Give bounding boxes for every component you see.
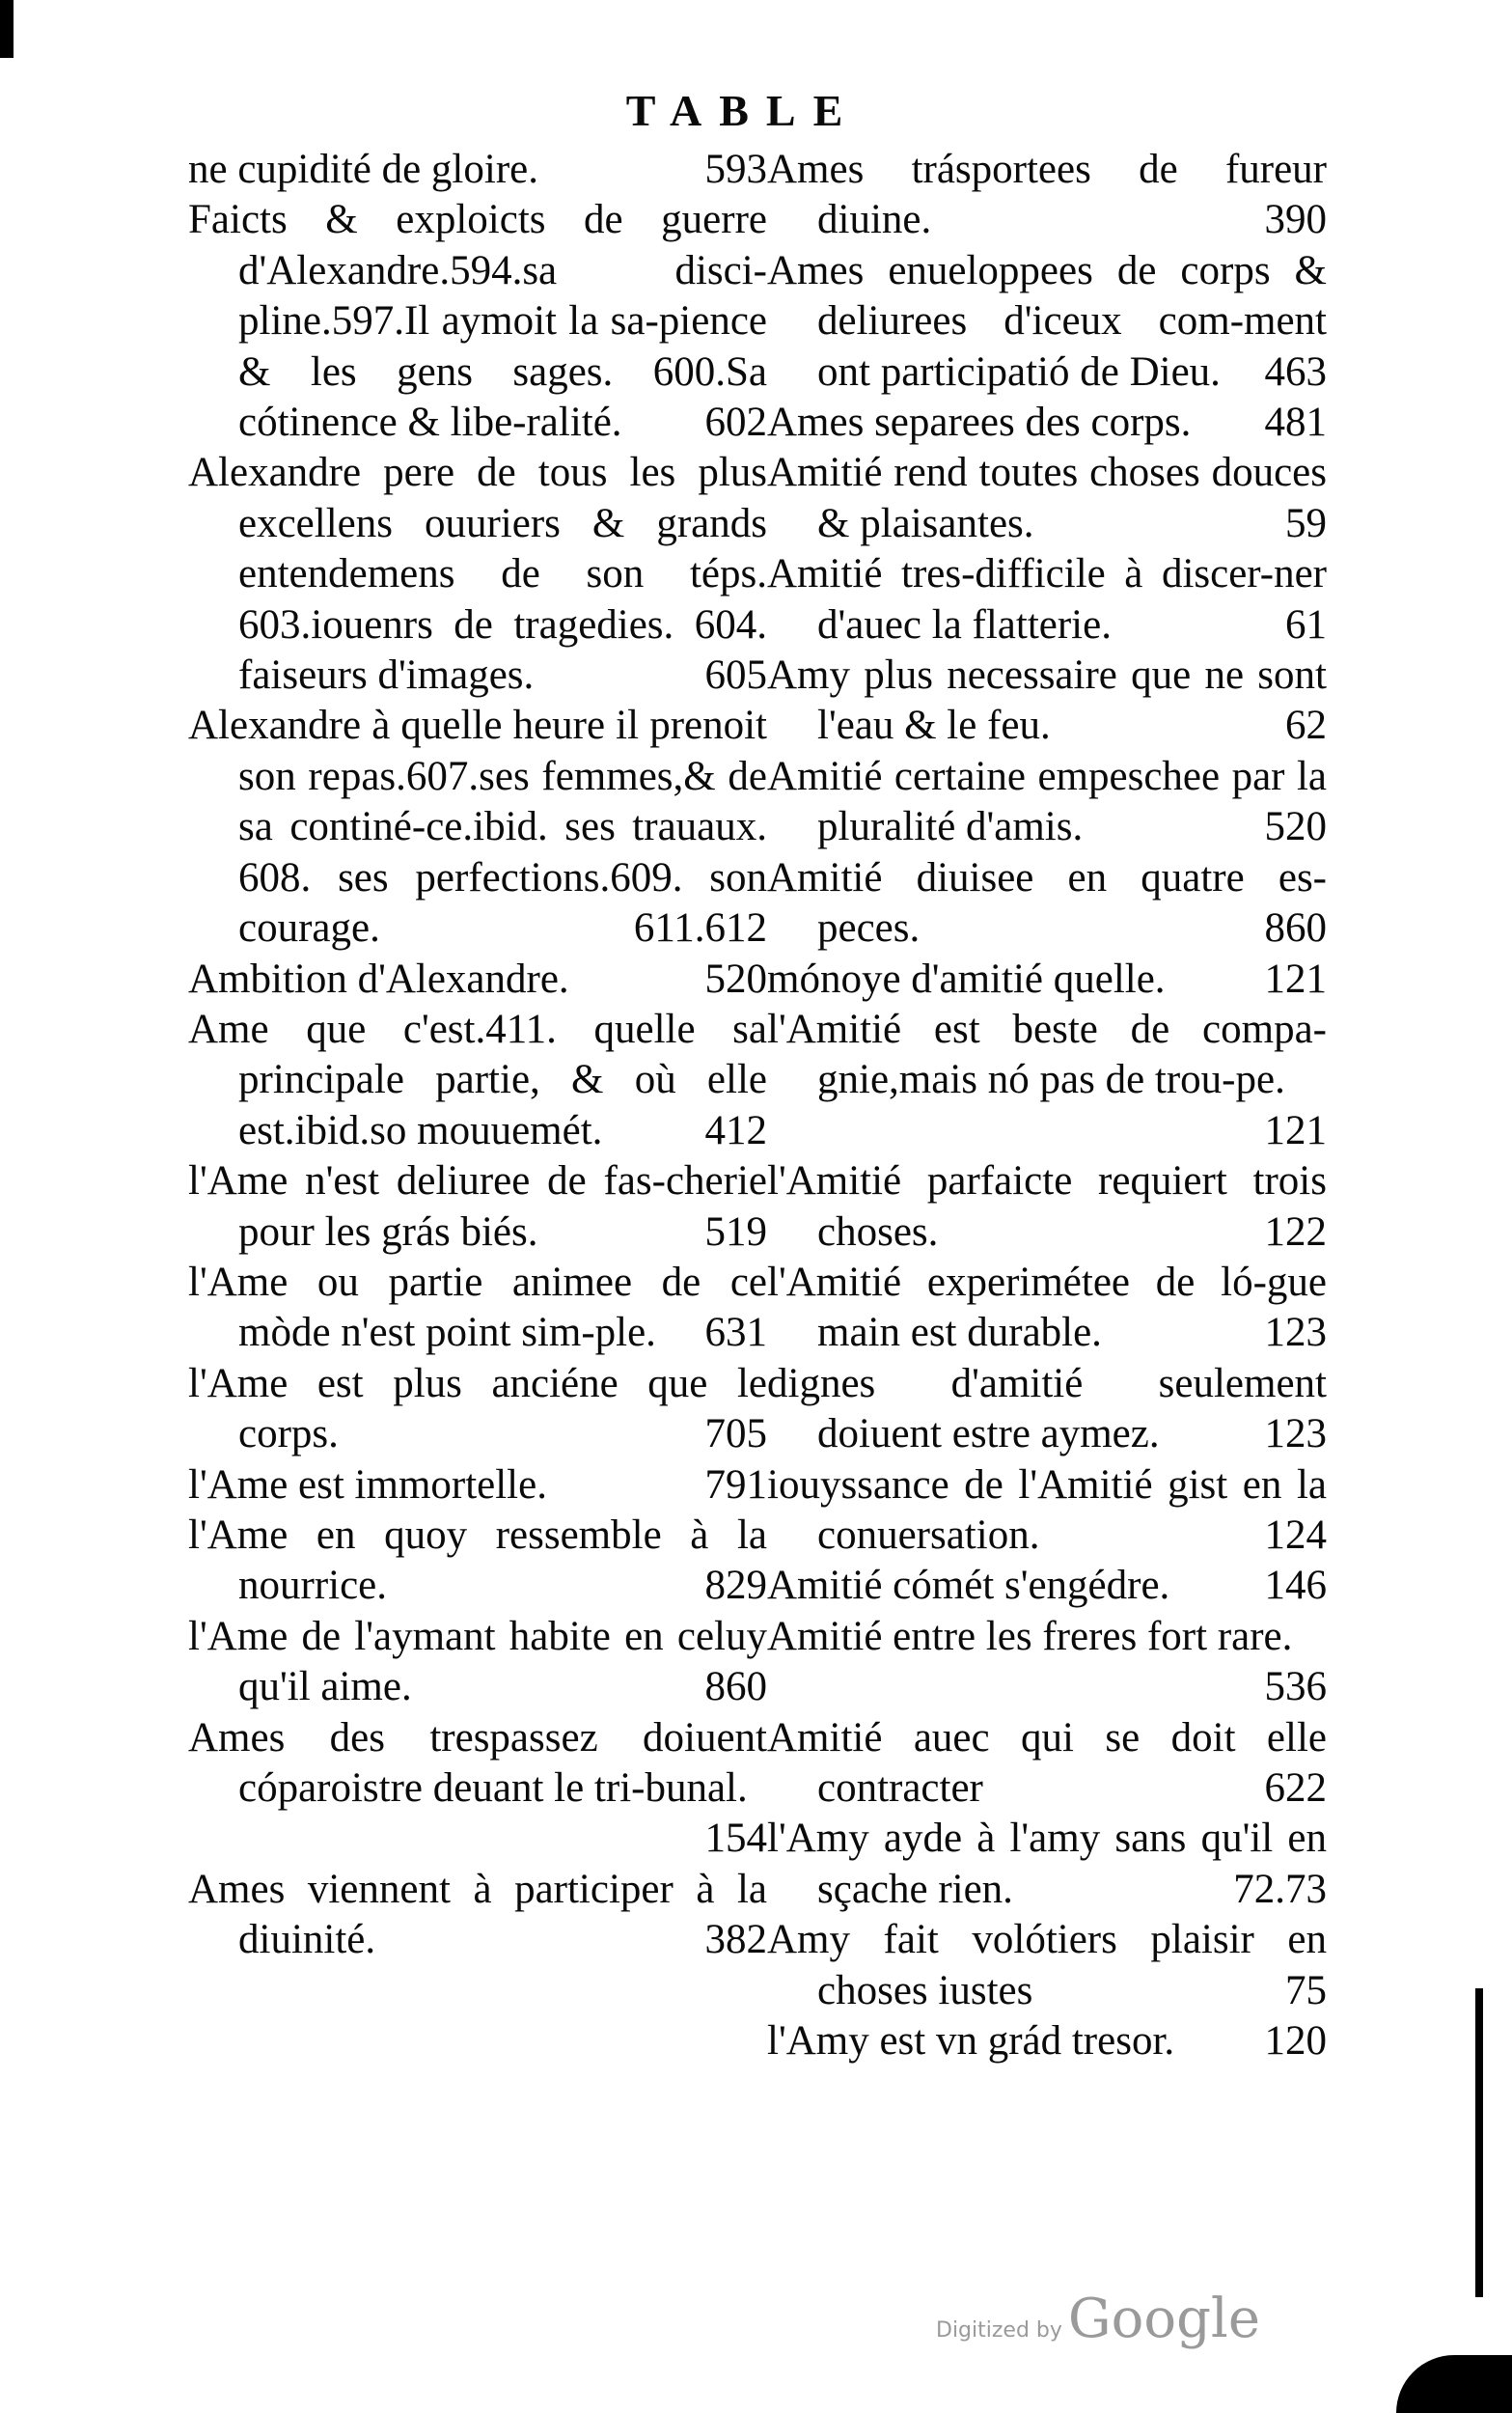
entry-text: Ames trásportees de fureur diuine. [767, 147, 1327, 243]
entry-text: Ambition d'Alexandre. [188, 956, 569, 1002]
entry-text: Amitié rend toutes choses douces & plaisantes. [767, 450, 1327, 546]
index-entry [188, 1005, 767, 1156]
google-logo: Google [1067, 2288, 1260, 2350]
entry-text: Ames viennent à participer à la diuinité. [188, 1866, 767, 1963]
entry-text: Amitié cómét s'engédre. [767, 1563, 1170, 1609]
entry-text: Amitié certaine empeschee par la pluralité d'amis. [767, 753, 1327, 850]
entry-text: iouyssance de l'Amitié gist en la conuersation. [767, 1461, 1327, 1558]
entry-page-number: 705 [704, 1411, 767, 1457]
entry-text: l'Amy ayde à l'amy sans qu'il en sçache rien. [767, 1816, 1327, 1912]
entry-text: Ame que c'est.411. quelle sa principale partie, & où elle est.ibid.so mouuemét. [188, 1006, 767, 1153]
entry-text: Ames separees des corps. [767, 400, 1192, 446]
entry-page-number: 390 [1264, 197, 1327, 243]
page-edge-right [1475, 1988, 1483, 2297]
entry-text: Ames enueloppees de corps & deliurees d'iceux com-ment ont participatió de Dieu. [767, 247, 1327, 395]
index-entry [767, 1612, 1327, 1713]
entry-page-number: 463 [1264, 348, 1327, 395]
index-entry [767, 1359, 1327, 1460]
entry-text: Amitié tres-difficile à discer-ner d'auec la flatterie. [767, 551, 1327, 648]
entry-text: l'Ame de l'aymant habite en celuy qu'il aime. [188, 1613, 767, 1710]
entry-text: l'Ame n'est deliuree de fas-cherie pour les grás biés. [188, 1158, 767, 1255]
entry-page-number: 123 [1264, 1310, 1327, 1356]
index-entry [188, 1612, 767, 1713]
index-entry [188, 1258, 767, 1359]
entry-page-number: 602 [704, 400, 767, 446]
entry-page-number: 481 [1264, 400, 1327, 446]
entry-page-number: 791 [704, 1461, 767, 1508]
index-entry [767, 448, 1327, 549]
index-entry [188, 1460, 767, 1511]
index-entry [767, 752, 1327, 853]
index-entry [767, 955, 1327, 1005]
index-entry [767, 1460, 1327, 1562]
entry-text: Amitié diuisee en quatre es-peces. [767, 854, 1327, 952]
entry-page-number: 382 [704, 1917, 767, 1963]
entry-text: Amy fait volótiers plaisir en choses iustes [767, 1917, 1327, 2013]
entry-page-number: 121 [1264, 956, 1327, 1002]
index-entry [767, 2016, 1327, 2066]
entry-text: Amitié auec qui se doit elle contracter [767, 1714, 1327, 1811]
entry-page-number: 860 [1264, 905, 1327, 952]
entry-page-number: 59 [1285, 500, 1327, 546]
index-entry [188, 955, 767, 1005]
index-entry [767, 145, 1327, 246]
index-entry [767, 1156, 1327, 1258]
index-entry [767, 549, 1327, 651]
index-entry [767, 1814, 1327, 1915]
entry-text: Alexandre pere de tous les plus excellens ouuriers & grands entendemens de son téps. 603.iouenrs de tragedies. 604. faiseurs d'images. [188, 450, 767, 699]
entry-page-number: 72.73 [1233, 1866, 1327, 1912]
entry-page-number: 611.612 [633, 905, 767, 952]
index-entry [188, 701, 767, 954]
entry-text: Amy plus necessaire que ne sont l'eau & le feu. [767, 652, 1327, 749]
entry-page-number: 75 [1285, 1967, 1327, 2013]
entry-text: l'Ame ou partie animee de ce mòde n'est point sim-ple. [188, 1259, 767, 1356]
watermark-prefix: Digitized by [936, 2318, 1062, 2343]
index-entry [767, 1915, 1327, 2016]
index-entry [188, 1713, 767, 1865]
index-entry [188, 1156, 767, 1258]
page-corner-shadow [1396, 2355, 1512, 2413]
entry-page-number: 124 [1264, 1512, 1327, 1558]
entry-page-number: 593 [704, 147, 767, 192]
entry-text: Ames des trespassez doiuent cóparoistre deuant le tri-bunal. [188, 1714, 767, 1811]
entry-page-number: 154 [704, 1816, 767, 1862]
entry-page-number: 121 [1264, 1107, 1327, 1153]
index-entry [188, 1511, 767, 1612]
entry-page-number: 631 [704, 1310, 767, 1356]
entry-page-number: 146 [1264, 1563, 1327, 1609]
index-entry [767, 398, 1327, 448]
entry-page-number: 412 [704, 1107, 767, 1153]
entry-page-number: 123 [1264, 1411, 1327, 1457]
entry-page-number: 605 [704, 652, 767, 699]
entry-page-number: 520 [1264, 804, 1327, 850]
index-column-left [188, 145, 767, 1966]
index-entry [767, 246, 1327, 398]
entry-page-number: 520 [704, 956, 767, 1002]
index-entry [767, 1561, 1327, 1611]
entry-text: l'Amy est vn grád tresor. [767, 2018, 1175, 2065]
index-entry [767, 853, 1327, 955]
page-title: TABLE [625, 86, 861, 135]
index-entry [767, 1005, 1327, 1156]
entry-text: ne cupidité de gloire. [188, 147, 538, 192]
entry-page-number: 62 [1285, 703, 1327, 749]
index-entry [188, 1359, 767, 1460]
index-entry [188, 145, 767, 195]
entry-text: l'Ame est immortelle. [188, 1461, 547, 1508]
index-entry [188, 195, 767, 448]
entry-page-number: 120 [1264, 2018, 1327, 2065]
entry-text: dignes d'amitié seulement doiuent estre aymez. [767, 1360, 1327, 1457]
entry-page-number: 61 [1285, 601, 1327, 648]
index-entry [188, 1865, 767, 1966]
digitized-watermark [936, 2288, 1260, 2350]
entry-text: l'Amitié est beste de compa-gnie,mais nó pas de trou-pe. [767, 1006, 1327, 1103]
entry-page-number: 122 [1264, 1208, 1327, 1255]
entry-page-number: 622 [1264, 1765, 1327, 1811]
index-entry [188, 448, 767, 701]
entry-text: Alexandre à quelle heure il prenoit son repas.607.ses femmes,& de sa continé-ce.ibid. ses trauaux. 608. ses perfections.609. son courage. [188, 703, 767, 952]
index-entry [767, 1258, 1327, 1359]
entry-text: Faicts & exploicts de guerre d'Alexandre.594.sa disci-pline.597.Il aymoit la sa-pience & les gens sages. 600.Sa cótinence & libe-ralité. [188, 197, 767, 446]
index-column-right [767, 145, 1327, 2066]
page-edge-left [0, 0, 14, 58]
index-entry [767, 651, 1327, 752]
entry-page-number: 536 [1264, 1664, 1327, 1710]
entry-text: l'Amitié parfaicte requiert trois choses. [767, 1158, 1327, 1255]
entry-text: Amitié entre les freres fort rare. [767, 1613, 1293, 1659]
entry-page-number: 519 [704, 1208, 767, 1255]
entry-text: l'Amitié experimétee de ló-gue main est durable. [767, 1259, 1327, 1356]
entry-page-number: 860 [704, 1664, 767, 1710]
entry-page-number: 829 [704, 1563, 767, 1609]
entry-text: mónoye d'amitié quelle. [767, 956, 1166, 1002]
entry-text: l'Ame est plus anciéne que le corps. [188, 1360, 767, 1457]
entry-text: l'Ame en quoy ressemble à la nourrice. [188, 1512, 767, 1609]
index-entry [767, 1713, 1327, 1815]
